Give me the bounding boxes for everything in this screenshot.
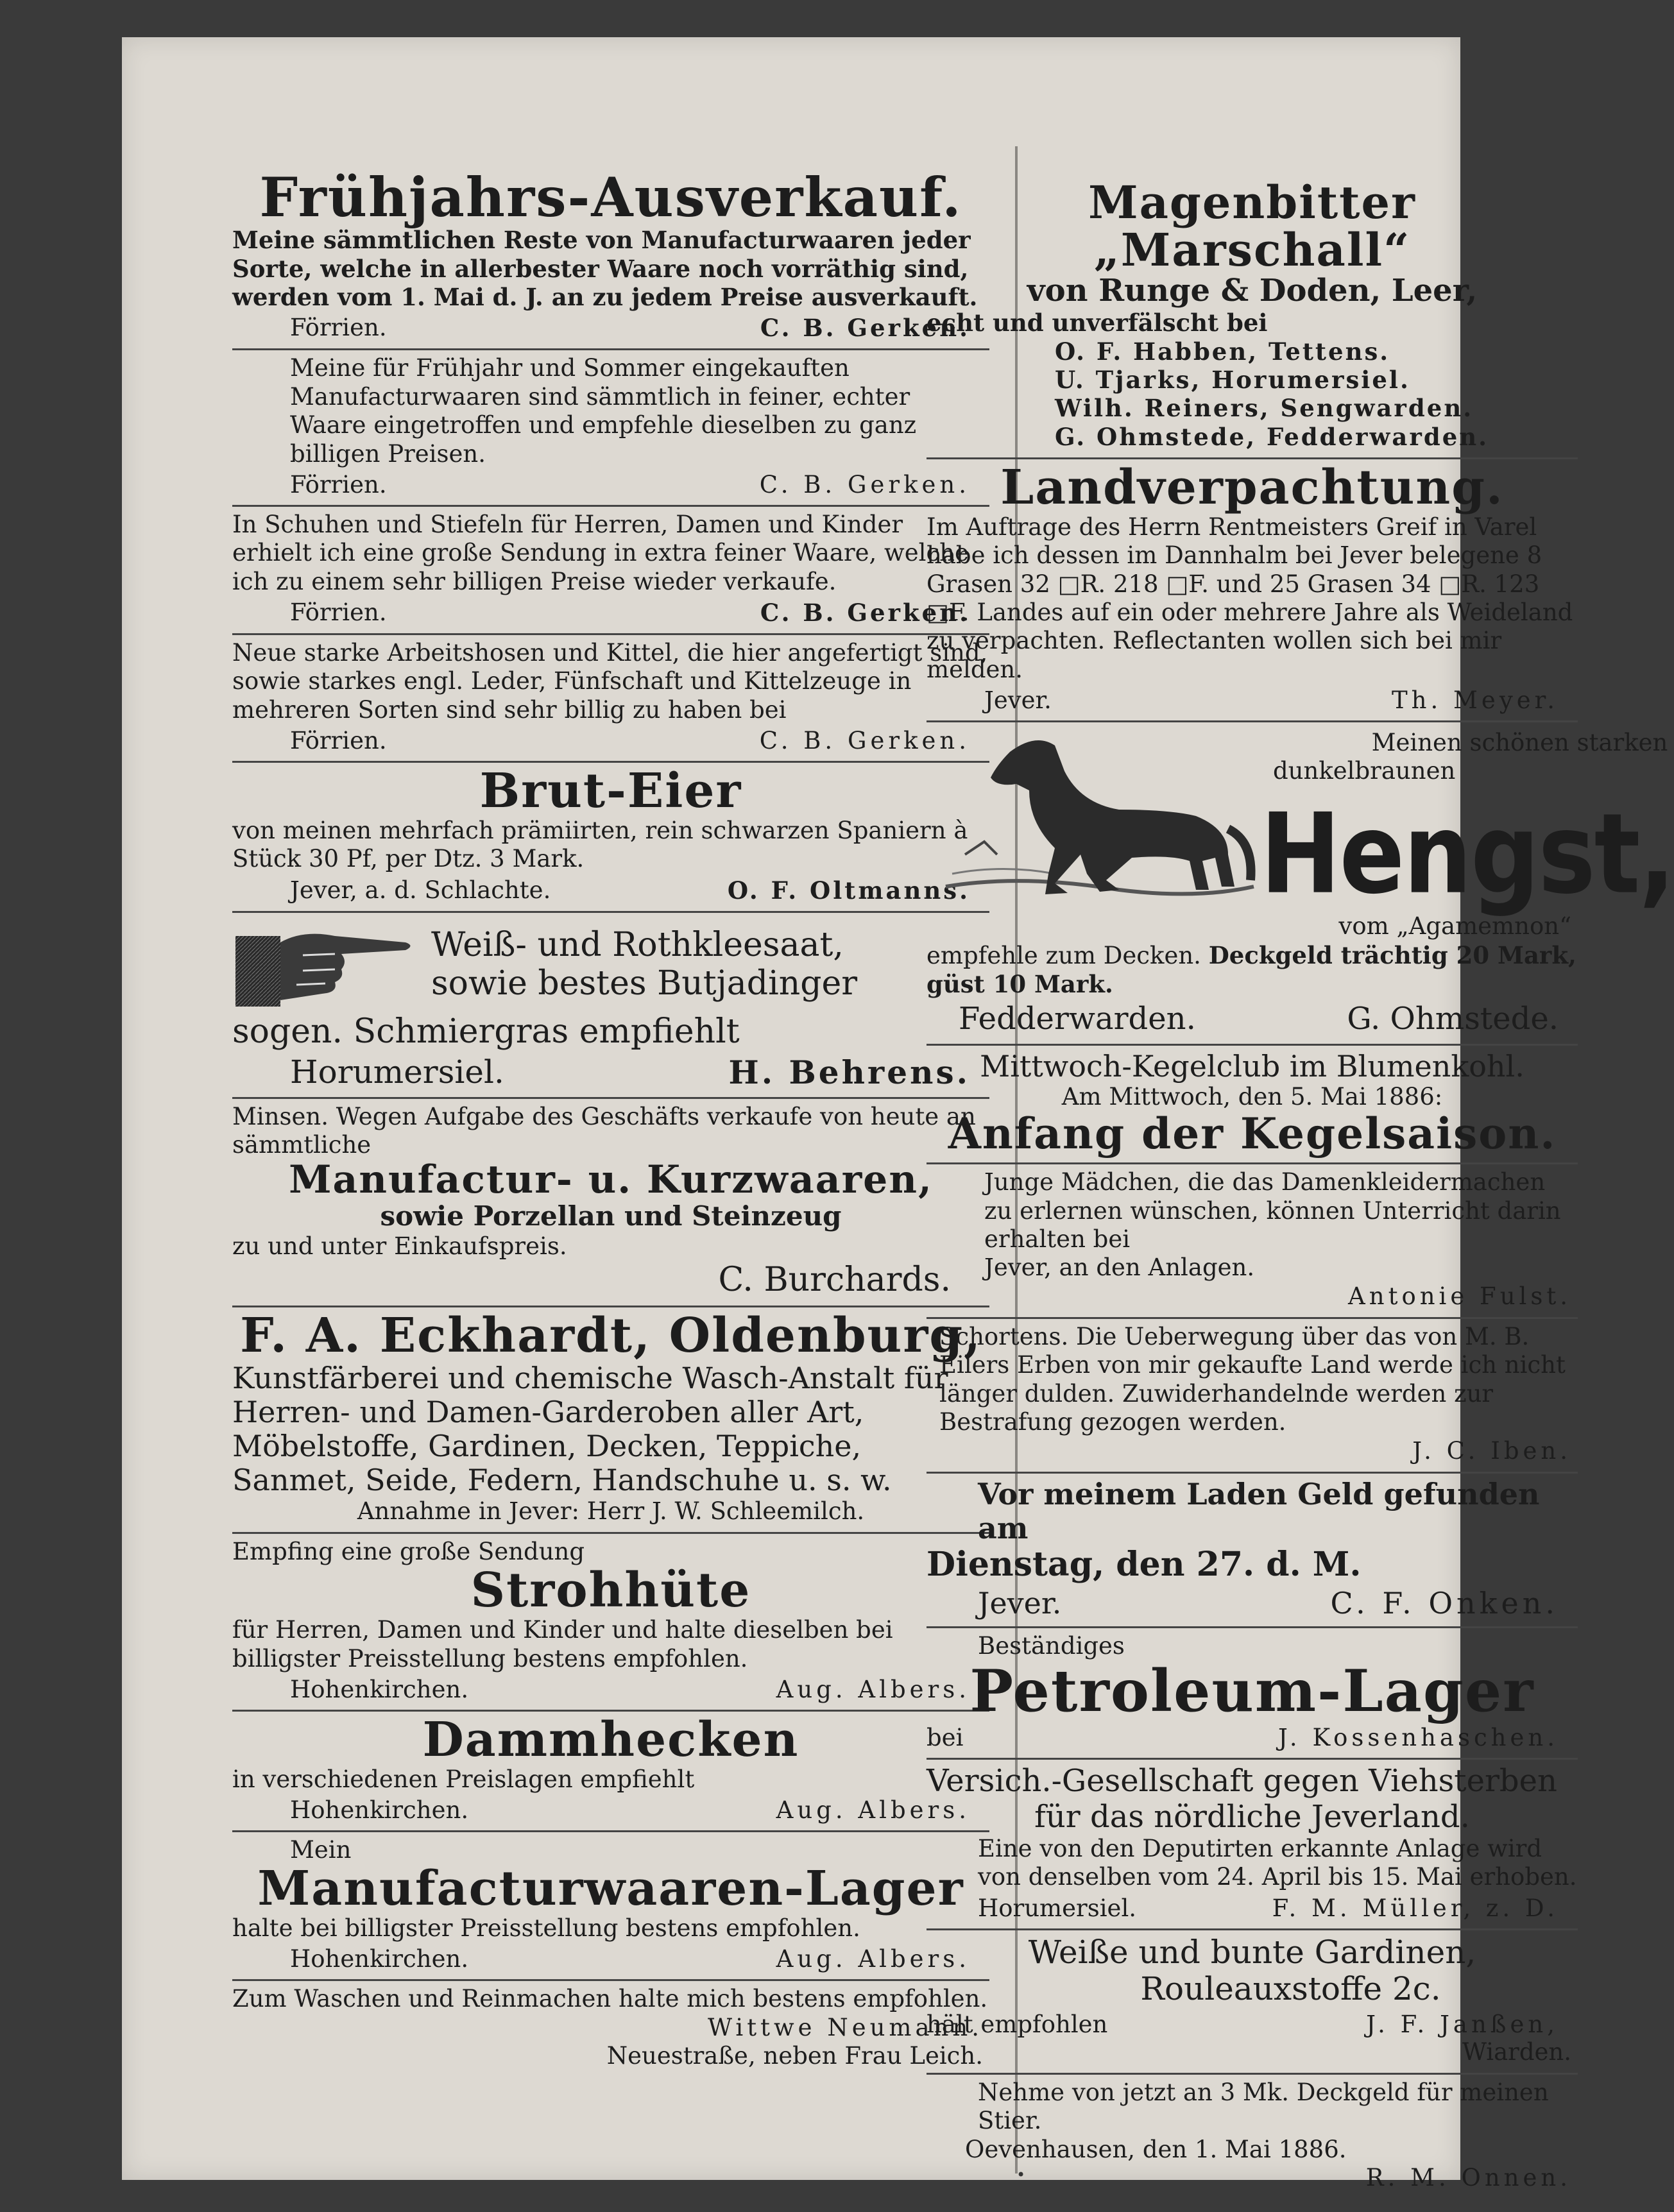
ad-line: Weiß- und Rothkleesaat, — [431, 925, 844, 964]
hand-row — [232, 917, 989, 1013]
ad-text: Junge Mädchen, die das Damenkleidermachen zu erlernen wünschen, können Unterricht darin erhalten bei — [984, 1168, 1561, 1253]
ad-geld-gefunden — [927, 1474, 1578, 1628]
ad-petroleum — [927, 1628, 1578, 1760]
ad-signer: O. F. Oltmanns. — [727, 876, 970, 905]
ad-versicherung — [927, 1760, 1578, 1930]
ad-signer: C. B. Gerken. — [759, 727, 970, 755]
ad-club: Mittwoch-Kegelclub im Blumenkohl. — [980, 1048, 1525, 1084]
ad-place: Förrien. — [290, 727, 387, 755]
ad-signature — [232, 311, 989, 342]
ad-title: Anfang der Kegelsaison. — [948, 1108, 1557, 1159]
ad-signer: C. F. Onken. — [1330, 1585, 1559, 1621]
ad-hengst — [927, 722, 1674, 1045]
ad-line: sowie bestes Butjadinger — [431, 964, 858, 1003]
ad-subtitle: sowie Porzellan und Steinzeug — [380, 1200, 842, 1232]
ad-place: Jever. — [984, 686, 1052, 715]
ad-text-1: empfehle zum Decken. — [927, 941, 1201, 969]
ad-annahme: Annahme in Jever: Herr J. W. Schleemilch. — [357, 1497, 865, 1525]
ad-place: Fedderwarden. — [959, 1001, 1196, 1037]
ad-signer: C. Burchards. — [718, 1260, 951, 1299]
hengst-wrap — [1260, 790, 1674, 919]
ad-title: Versich.-Gesellschaft gegen Viehsterben — [927, 1763, 1557, 1799]
ad-place: Hohenkirchen. — [290, 1675, 469, 1703]
ad-place: Horumersiel. — [978, 1894, 1137, 1922]
ad-magenbitter — [927, 175, 1578, 459]
ad-vom: vom „Agamemnon“ — [1338, 912, 1571, 940]
seller: U. Tjarks, Horumersiel. — [1055, 365, 1410, 394]
ad-bei: bei — [927, 1724, 964, 1752]
ad-signature — [232, 468, 989, 498]
ad-intro: echt und unverfälscht bei — [927, 309, 1268, 337]
page-dot: • — [1016, 2166, 1026, 2184]
ad-place: Förrien. — [290, 599, 387, 627]
ad-signature — [232, 596, 989, 627]
pointing-hand-icon — [232, 917, 418, 1013]
ad-signature — [232, 724, 989, 754]
ad-title: Dammhecken — [422, 1712, 799, 1767]
ad-signature — [927, 2008, 1578, 2038]
ad-signer: C. B. Gerken. — [760, 314, 970, 343]
ad-text: Nehme von jetzt an 3 Mk. Deckgeld für meinen Stier. — [978, 2078, 1549, 2135]
ad-text: Zum Waschen und Reinmachen halte mich bestens empfohlen. — [232, 1985, 988, 2013]
ad-signature — [232, 874, 989, 905]
ad-manufacturwaaren-lager — [232, 1832, 989, 1981]
ad-title: Strohhüte — [470, 1563, 751, 1619]
hengst-row — [927, 726, 1674, 919]
ad-signature — [927, 1721, 1578, 1751]
ad-signer: R. M. Onnen. — [1365, 2164, 1571, 2192]
ad-text: von meinen mehrfach prämiirten, rein schwarzen Spaniern à Stück 30 Pf, per Dtz. 3 Mark. — [232, 816, 968, 873]
newspaper-page — [122, 37, 1674, 2192]
ad-brut-eier — [232, 763, 989, 912]
ad-title: F. A. Eckhardt, Oldenburg, — [240, 1308, 982, 1364]
ad-text — [927, 941, 1578, 1000]
ad-line: sogen. Schmiergras empfiehlt — [232, 1012, 740, 1051]
ad-text-2: Deckgeld trächtig 20 Mark, güst 10 Mark. — [927, 940, 1576, 998]
ad-title: Weiße und bunte Gardinen, — [1028, 1933, 1476, 1971]
ad-title: Landverpachtung. — [1000, 460, 1504, 516]
ad-intro: Empfing eine große Sendung — [232, 1538, 585, 1566]
ad-signer: J. C. Iben. — [1412, 1436, 1571, 1465]
ad-text: In Schuhen und Stiefeln für Herren, Damen und Kinder erhielt ich eine große Sendung in extra feiner Waare, welche ich zu einem sehr billigen Preise wieder verkaufe. — [232, 510, 969, 595]
ad-signer: H. Behrens. — [728, 1053, 970, 1091]
ad-signature — [232, 1794, 989, 1824]
ad-landverpachtung — [927, 459, 1578, 722]
ad-arbeitshosen — [232, 635, 989, 763]
ad-place: Förrien. — [290, 314, 387, 342]
hengst-header — [1260, 728, 1674, 919]
ad-signer: Aug. Albers. — [776, 1796, 970, 1824]
ad-text: Eine von den Deputirten erkannte Anlage wird von denselben vom 24. April bis 15. Mai erhoben. — [978, 1834, 1577, 1891]
ad-text: Schortens. Die Ueberwegung über das von M. B. Eilers Erben von mir gekaufte Land werde ich nicht länger dulden. Zuwiderhandelnde werden zur Bestrafung gezogen werden. — [939, 1323, 1566, 1436]
hand-text — [431, 926, 857, 1003]
ad-title: Magenbitter „Marschall“ — [1088, 176, 1416, 276]
ad-line: Vor meinem Laden Geld gefunden am — [978, 1477, 1540, 1545]
ad-address: Neuestraße, neben Frau Leich. — [606, 2042, 983, 2070]
ad-title: Rouleauxstoffe 2c. — [1140, 1970, 1441, 2008]
seller: G. Ohmstede, Fedderwarden. — [1055, 422, 1489, 451]
seller: Wilh. Reiners, Sengwarden. — [1055, 394, 1474, 423]
ad-text: in verschiedenen Preislagen empfiehlt — [232, 1765, 695, 1793]
ad-signature — [232, 1943, 989, 1973]
ad-intro: Beständiges — [978, 1632, 1125, 1660]
right-column — [927, 175, 1674, 2199]
ad-intro: Meinen schönen starken — [1371, 728, 1668, 756]
ad-fruehjahrs-ausverkauf — [232, 166, 989, 350]
ad-title: Brut-Eier — [479, 763, 742, 819]
horse-icon — [927, 726, 1260, 912]
left-column — [232, 166, 989, 2077]
ad-text: Im Auftrage des Herrn Rentmeisters Greif in Varel habe ich dessen im Dannhalm bei Jever belegene 8 Grasen 32 □R. 218 □F. und 25 Grasen 34 □R. 123 □F. Landes auf ein oder mehrere Jahre als Weideland zu verpachten. Reflectanten wollen sich bei mir melden. — [927, 513, 1573, 683]
ad-signer: Antonie Fulst. — [1348, 1282, 1571, 1310]
ad-text: zu und unter Einkaufspreis. — [232, 1232, 567, 1261]
ad-signature — [927, 1892, 1578, 1922]
ad-place: Jever, a. d. Schlachte. — [290, 876, 551, 904]
ad-text: Neue starke Arbeitshosen und Kittel, die hier angefertigt sind, sowie starkes engl. Leder, Fünfschaft und Kittelzeuge in mehreren Sorten sind sehr billig zu haben bei — [232, 639, 988, 724]
ad-damenkleider — [927, 1164, 1578, 1319]
ad-signature — [232, 1051, 989, 1091]
ad-intro: Mein — [290, 1835, 352, 1864]
ad-title: Manufactur- u. Kurzwaaren, — [289, 1157, 933, 1202]
ad-line: Dienstag, den 27. d. M. — [927, 1544, 1362, 1584]
ad-place: Horumersiel. — [290, 1053, 504, 1091]
ad-manufacturwaaren-gerken — [232, 350, 989, 507]
ad-intro: dunkelbraunen — [1273, 757, 1456, 785]
ad-text: halte bei billigster Preisstellung bestens empfohlen. — [232, 1914, 860, 1943]
ad-signature — [927, 684, 1578, 714]
ad-kleesaat — [232, 913, 989, 1099]
ad-text: hält empfohlen — [927, 2010, 1108, 2038]
ad-signer: Aug. Albers. — [776, 1675, 970, 1703]
ad-signer: C. B. Gerken. — [759, 470, 970, 498]
seller: O. F. Habben, Tettens. — [1055, 337, 1390, 366]
ad-title: für das nördliche Jeverland. — [1034, 1798, 1470, 1835]
ad-signature — [232, 1673, 989, 1703]
ad-signer: J. Kossenhaschen. — [1277, 1724, 1559, 1752]
ad-place: Wiarden. — [1462, 2038, 1571, 2066]
ad-title: Manufacturwaaren-Lager — [257, 1861, 964, 1917]
ad-signer: G. Ohmstede. — [1347, 1001, 1559, 1037]
ad-gardinen — [927, 1930, 1578, 2075]
ad-place: Hohenkirchen. — [290, 1796, 469, 1824]
ad-burchards — [232, 1099, 989, 1307]
ad-dammhecken — [232, 1712, 989, 1832]
ad-date: Am Mittwoch, den 5. Mai 1886: — [1061, 1083, 1443, 1111]
ad-place: Förrien. — [290, 470, 387, 498]
ad-text: Meine für Frühjahr und Sommer eingekauften Manufacturwaaren sind sämmtlich in feiner, echter Waare eingetroffen und empfehle dieselben zu ganz billigen Preisen. — [290, 354, 917, 468]
ad-strohhuete — [232, 1534, 989, 1712]
ad-signer: J. F. Janßen, — [1366, 2010, 1559, 2038]
ad-place: Hohenkirchen. — [290, 1945, 469, 1973]
ad-subtitle: von Runge & Doden, Leer, — [1027, 273, 1478, 309]
ad-signature — [927, 1584, 1578, 1621]
ad-place: Jever. — [978, 1585, 1062, 1621]
ad-text: Kunstfärberei und chemische Wasch-Anstalt für Herren- und Damen-Garderoben aller Art, Möbelstoffe, Gardinen, Decken, Teppiche, Sanmet, Seide, Federn, Handschuhe u. s. w. — [232, 1361, 948, 1497]
ad-place: Jever, an den Anlagen. — [984, 1254, 1255, 1282]
ad-signer: Aug. Albers. — [776, 1945, 970, 1973]
ad-schuhe-stiefel — [232, 507, 989, 635]
ad-intro: Minsen. Wegen Aufgabe des Geschäfts verkaufe von heute an sämmtliche — [232, 1103, 976, 1159]
ad-signature — [927, 999, 1578, 1037]
ad-signer: Wittwe Neumann. — [708, 2013, 983, 2041]
ad-title: Frühjahrs-Ausverkauf. — [259, 166, 962, 229]
ad-schortens — [927, 1319, 1578, 1474]
ad-eckhardt — [232, 1307, 989, 1534]
ad-neumann — [232, 1981, 989, 2077]
ad-title: Petroleum-Lager — [969, 1656, 1535, 1725]
ad-signer: Th. Meyer. — [1392, 686, 1559, 715]
ad-signer: F. M. Müller, z. D. — [1272, 1894, 1559, 1922]
ad-date: Oevenhausen, den 1. Mai 1886. — [965, 2135, 1347, 2163]
ad-text: Meine sämmtlichen Reste von Manufacturwaaren jeder Sorte, welche in allerbester Waare noch vorräthig sind, werden vom 1. Mai d. J. an zu jedem Preise ausverkauft. — [232, 226, 978, 311]
ad-signer: C. B. Gerken. — [760, 599, 970, 627]
ad-kegelclub — [927, 1046, 1578, 1165]
ad-text: für Herren, Damen und Kinder und halte dieselben bei billigster Preisstellung bestens empfohlen. — [232, 1616, 893, 1672]
ad-title: Hengst, — [1260, 790, 1674, 919]
